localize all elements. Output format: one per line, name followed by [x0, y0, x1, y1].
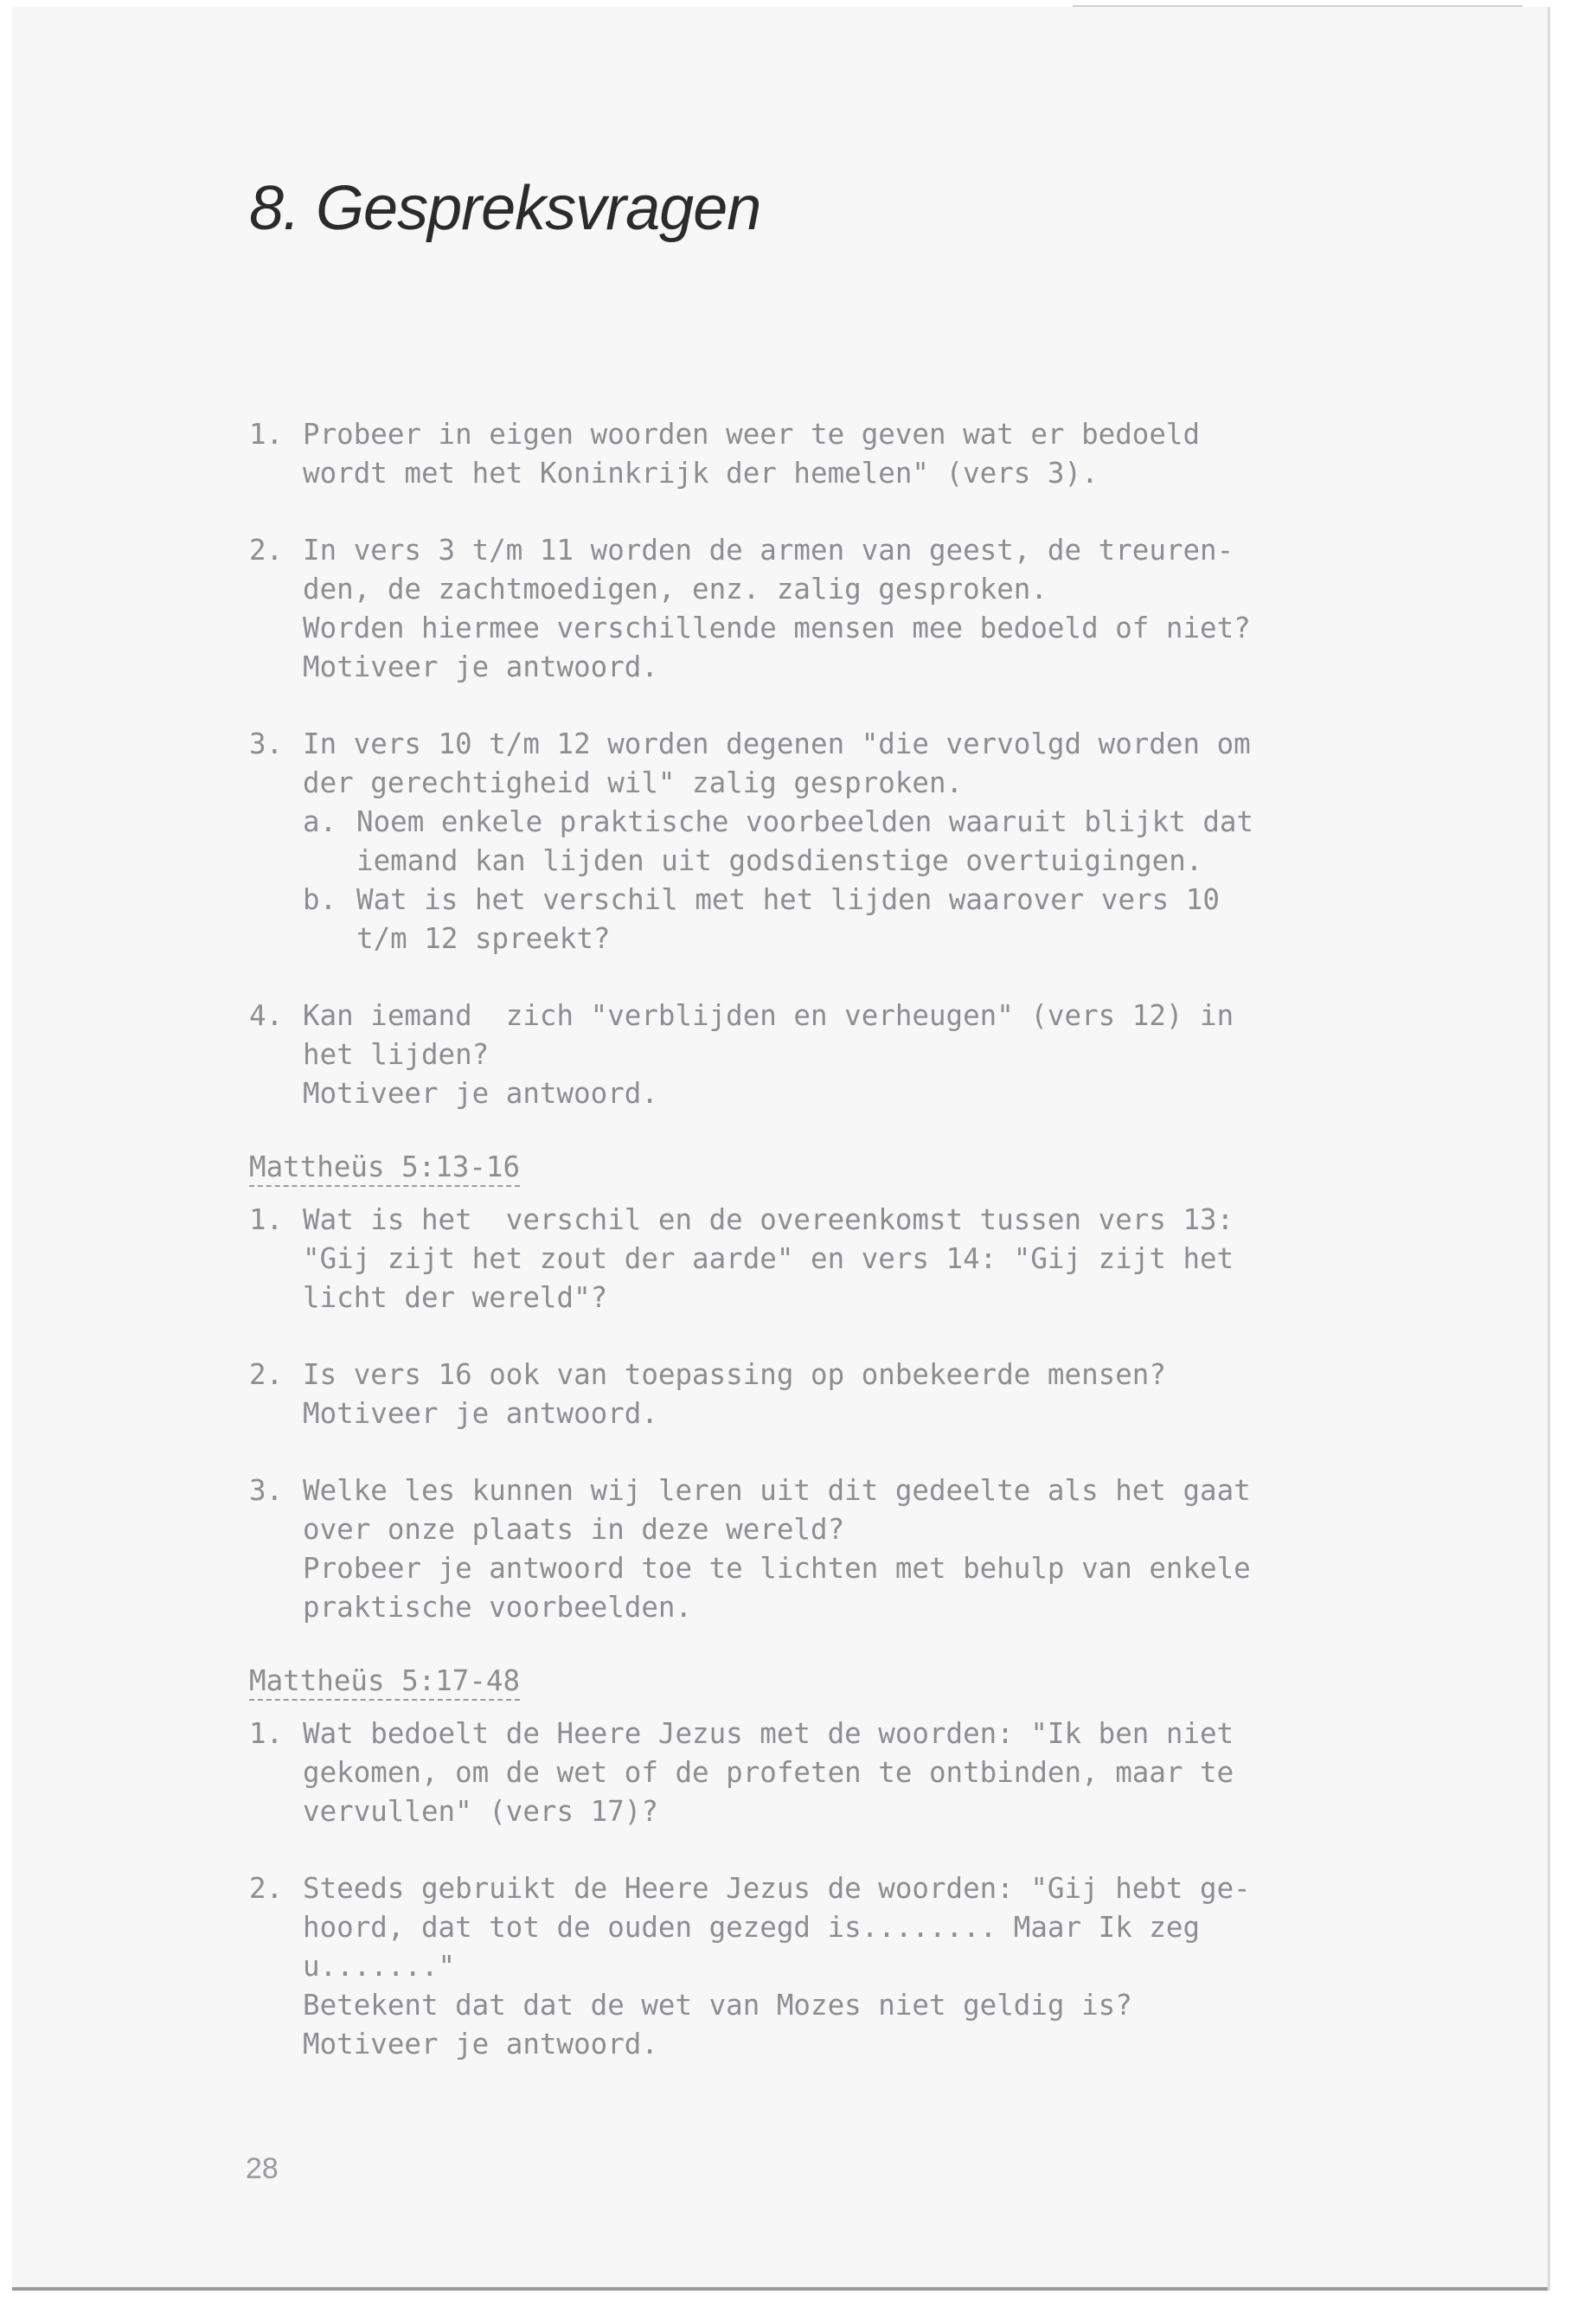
question-number: 1. — [249, 418, 284, 451]
question-number: 3. — [249, 1474, 284, 1507]
sub-question-label: b. — [303, 883, 337, 916]
page-number: 28 — [246, 2152, 279, 2185]
question-number: 2. — [249, 534, 284, 567]
page-edge-bottom — [12, 2287, 1548, 2291]
sub-question-label: a. — [303, 805, 337, 838]
sub-question — [303, 881, 1443, 958]
question-text: In vers 3 t/m 11 worden de armen van geest, de treuren- den, de zachtmoedigen, enz. zalig gesproken. Worden hiermee verschillende mensen mee bedoeld of niet? Motiveer je antwoord. — [303, 534, 1251, 683]
question-text: Is vers 16 ook van toepassing op onbekeerde mensen? Motiveer je antwoord. — [303, 1358, 1166, 1430]
section-heading: Mattheüs 5:13-16 — [249, 1150, 520, 1187]
question-text: Steeds gebruikt de Heere Jezus de woorden: "Gij hebt ge- hoord, dat tot de ouden gezegd is........ Maar Ik zeg u......." Betekent dat dat de wet van Mozes niet geldig is? Motiveer je antwoord. — [303, 1872, 1251, 2061]
section-heading: Mattheüs 5:17-48 — [249, 1664, 520, 1701]
question-number: 4. — [249, 999, 284, 1032]
section-matt-5-17-48 — [249, 1662, 1443, 2064]
question-number: 2. — [249, 1358, 284, 1391]
page-edge-top — [1073, 5, 1522, 7]
question-item — [249, 1356, 1443, 1433]
question-text: Wat bedoelt de Heere Jezus met de woorden: "Ik ben niet gekomen, om de wet of de profeten te ontbinden, maar te vervullen" (vers 17)? — [303, 1717, 1234, 1828]
question-item — [249, 1869, 1443, 2064]
question-item — [249, 1201, 1443, 1317]
question-item — [249, 725, 1443, 958]
question-item — [249, 1471, 1443, 1627]
question-body — [303, 725, 1443, 958]
sub-question — [303, 803, 1443, 881]
question-item — [249, 415, 1443, 493]
document-body — [249, 415, 1443, 2064]
page-title: 8. Gespreksvragen — [249, 174, 761, 243]
question-item — [249, 997, 1443, 1113]
question-item — [249, 531, 1443, 687]
section-matt-5-13-16 — [249, 1148, 1443, 1627]
sub-question-text: Wat is het verschil met het lijden waarover vers 10 t/m 12 spreekt? — [356, 883, 1220, 955]
question-number: 1. — [249, 1717, 284, 1750]
question-text: In vers 10 t/m 12 worden degenen "die vervolgd worden om der gerechtigheid wil" zalig gesproken. — [303, 727, 1251, 799]
sub-question-text: Noem enkele praktische voorbeelden waaruit blijkt dat iemand kan lijden uit godsdienstige overtuigingen. — [356, 805, 1254, 877]
question-number: 2. — [249, 1872, 284, 1905]
question-text: Wat is het verschil en de overeenkomst tussen vers 13: "Gij zijt het zout der aarde" en vers 14: "Gij zijt het licht der wereld"? — [303, 1203, 1234, 1314]
intro-questions — [249, 415, 1443, 1113]
question-text: Kan iemand zich "verblijden en verheugen" (vers 12) in het lijden? Motiveer je antwoord. — [303, 999, 1234, 1110]
question-number: 3. — [249, 727, 284, 760]
question-item — [249, 1715, 1443, 1831]
question-text: Probeer in eigen woorden weer te geven wat er bedoeld wordt met het Koninkrijk der hemelen" (vers 3). — [303, 418, 1201, 490]
question-number: 1. — [249, 1203, 284, 1236]
question-text: Welke les kunnen wij leren uit dit gedeelte als het gaat over onze plaats in deze wereld? Probeer je antwoord toe te lichten met behulp van enkele praktische voorbeelden. — [303, 1474, 1251, 1624]
